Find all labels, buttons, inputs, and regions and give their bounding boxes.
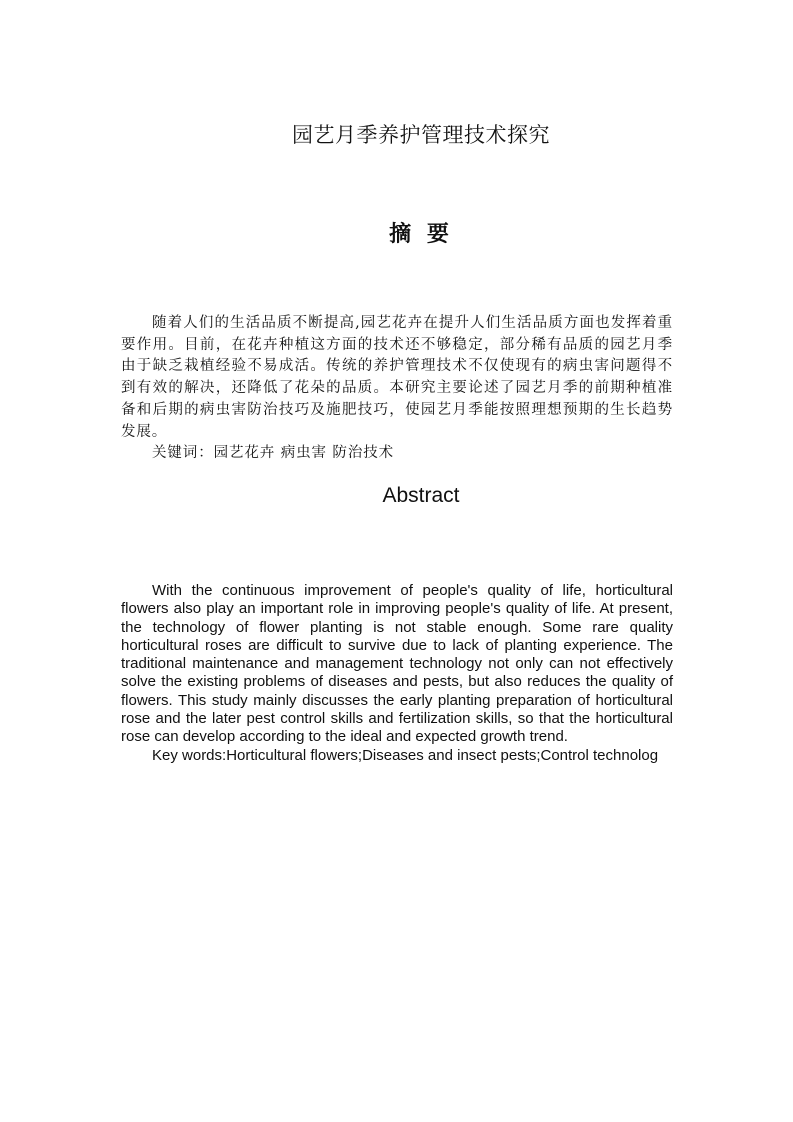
chinese-keywords: 关键词：园艺花卉 病虫害 防治技术 [152, 445, 395, 462]
english-abstract-heading: Abstract [382, 484, 460, 507]
chinese-abstract-body: 随着人们的生活品质不断提高,园艺花卉在提升人们生活品质方面也发挥着重要作用。目前，在花卉种植这方面的技术还不够稳定，部分稀有品质的园艺月季由于缺乏栽植经验不易成活。传统的养护管理技术不仅使现有的病虫害问题得不到有效的解决，还降低了花朵的品质。本研究主要论述了园艺月季的前期种植准备和后期的病虫害防治技巧及施肥技巧，使园艺月季能按照理想预期的生长趋势发展。 [121, 315, 673, 440]
chinese-abstract-section [121, 313, 673, 465]
english-abstract-body: With the continuous improvement of people's quality of life, horticultural flowers also play an important role in improving people's quality of life. At present, the technology of flower planting is not stable enough. Some rare quality horticultural roses are difficult to survive due to lack of planting experience. The traditional maintenance and management technology not only can not effectively solve the existing problems of diseases and pests, but also reduces the quality of flowers. This study mainly discusses the early planting preparation of horticultural rose and the later pest control skills and fertilization skills, so that the horticultural rose can develop according to the ideal and expected growth trend. [121, 582, 673, 746]
chinese-abstract-heading: 摘 要 [389, 222, 453, 247]
english-abstract-section [121, 582, 673, 765]
english-keywords: Key words:Horticultural flowers;Diseases and insect pests;Control technolog [152, 746, 659, 764]
document-title: 园艺月季养护管理技术探究 [292, 123, 550, 147]
